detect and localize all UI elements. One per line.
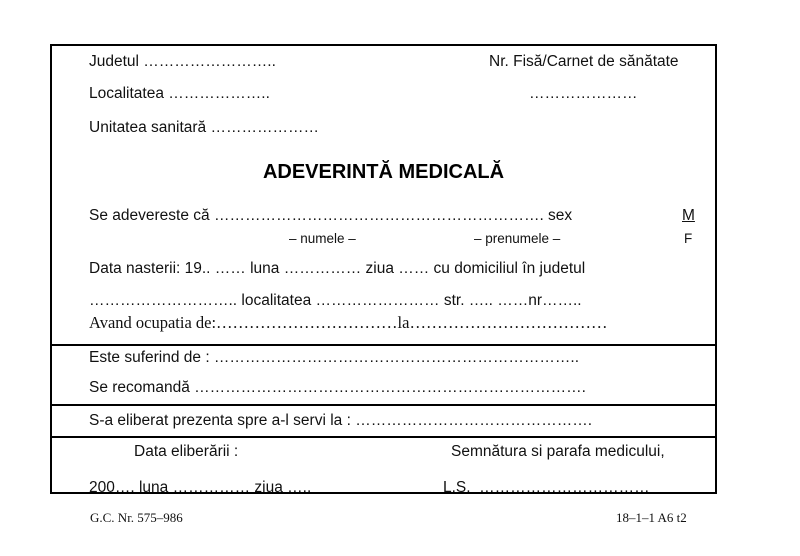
footer-left-code: G.C. Nr. 575–986 bbox=[90, 510, 183, 525]
semnatura-label: Semnătura si parafa medicului, bbox=[451, 443, 665, 460]
suferind-line: Este suferind de : …………………………………………………………….. bbox=[89, 349, 580, 366]
footer-right-code: 18–1–1 A6 t2 bbox=[616, 510, 687, 525]
judetul-field: Judetul …………………….. bbox=[89, 53, 276, 70]
ocupatia-line: Avand ocupatia de:……………………………la……………………………… bbox=[89, 313, 608, 332]
divider-3 bbox=[52, 436, 715, 438]
nr-fisa-label: Nr. Fisă/Carnet de sănătate bbox=[489, 53, 679, 70]
numele-caption: – numele – bbox=[289, 231, 356, 246]
page-title: ADEVERINTĂ MEDICALĂ bbox=[262, 161, 505, 183]
localitatea-line: ……………………….. localitatea …………………… str. ….. ……nr…….. bbox=[89, 292, 582, 309]
divider-2 bbox=[52, 404, 715, 406]
unitatea-sanitara-field: Unitatea sanitară ………………… bbox=[89, 119, 319, 136]
sex-m: M bbox=[682, 207, 695, 224]
data-eliberarii-line: 200…. luna …………… ziua ….. bbox=[89, 479, 312, 496]
divider-1 bbox=[52, 344, 715, 346]
recomanda-line: Se recomandă …………………………………………………………………. bbox=[89, 379, 586, 396]
data-nasterii-line: Data nasterii: 19.. …… luna …………… ziua …… cu domiciliul în judetul bbox=[89, 260, 586, 277]
localitatea-field: Localitatea ……………….. bbox=[89, 85, 270, 102]
prenumele-caption: – prenumele – bbox=[474, 231, 561, 246]
medical-certificate-form bbox=[50, 44, 717, 494]
nr-fisa-dots: ………………… bbox=[529, 85, 638, 102]
se-adevereste-line: Se adevereste că ………………………………………………………. sex bbox=[89, 207, 573, 224]
eliberat-line: S-a eliberat prezenta spre a-l servi la : ………………………………………. bbox=[89, 412, 593, 429]
sex-f: F bbox=[684, 231, 693, 246]
data-eliberarii-label: Data eliberării : bbox=[134, 443, 239, 460]
ls-signature-line: L.S. …………………………… bbox=[443, 479, 650, 496]
